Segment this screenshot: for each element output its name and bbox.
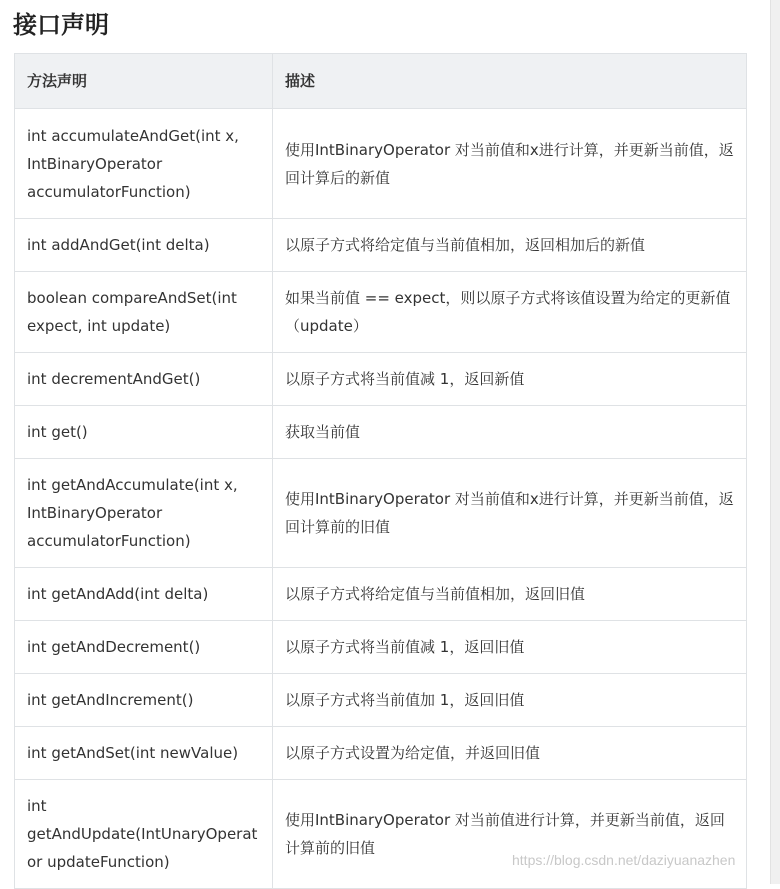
description-cell: 以原子方式将当前值减 1，返回旧值 — [273, 621, 747, 674]
table-row — [15, 459, 747, 568]
table-row — [15, 353, 747, 406]
table-header — [15, 54, 747, 109]
description-cell: 使用IntBinaryOperator 对当前值和x进行计算，并更新当前值，返回计算后的新值 — [273, 109, 747, 219]
method-cell: boolean compareAndSet(int expect, int update) — [15, 272, 273, 353]
table-row — [15, 674, 747, 727]
method-cell: int getAndDecrement() — [15, 621, 273, 674]
interface-table — [14, 53, 747, 889]
table-row — [15, 109, 747, 219]
description-cell: 以原子方式将给定值与当前值相加，返回旧值 — [273, 568, 747, 621]
description-cell: 获取当前值 — [273, 406, 747, 459]
table-row — [15, 568, 747, 621]
description-cell: 以原子方式将当前值减 1，返回新值 — [273, 353, 747, 406]
method-cell: int getAndAdd(int delta) — [15, 568, 273, 621]
description-cell: 以原子方式设置为给定值，并返回旧值 — [273, 727, 747, 780]
method-cell: int getAndSet(int newValue) — [15, 727, 273, 780]
method-cell: int getAndUpdate(IntUnaryOperator updateFunction) — [15, 780, 273, 889]
method-cell: int accumulateAndGet(int x, IntBinaryOperator accumulatorFunction) — [15, 109, 273, 219]
table-row — [15, 621, 747, 674]
method-cell: int getAndIncrement() — [15, 674, 273, 727]
description-cell: 使用IntBinaryOperator 对当前值进行计算，并更新当前值，返回计算前的旧值 — [273, 780, 747, 889]
method-cell: int getAndAccumulate(int x, IntBinaryOperator accumulatorFunction) — [15, 459, 273, 568]
description-cell: 以原子方式将当前值加 1，返回旧值 — [273, 674, 747, 727]
table-row — [15, 780, 747, 889]
header-method: 方法声明 — [15, 54, 273, 109]
table-row — [15, 219, 747, 272]
description-cell: 如果当前值 == expect，则以原子方式将该值设置为给定的更新值（update） — [273, 272, 747, 353]
table-row — [15, 727, 747, 780]
table-row — [15, 272, 747, 353]
header-description: 描述 — [273, 54, 747, 109]
scrollbar[interactable] — [770, 0, 780, 884]
table-row — [15, 406, 747, 459]
method-cell: int decrementAndGet() — [15, 353, 273, 406]
description-cell: 使用IntBinaryOperator 对当前值和x进行计算，并更新当前值，返回计算前的旧值 — [273, 459, 747, 568]
section-title: 接口声明 — [13, 11, 109, 39]
method-cell: int get() — [15, 406, 273, 459]
method-cell: int addAndGet(int delta) — [15, 219, 273, 272]
watermark-text: https://blog.csdn.net/daziyuanazhen — [512, 852, 736, 868]
description-cell: 以原子方式将给定值与当前值相加，返回相加后的新值 — [273, 219, 747, 272]
header-row — [15, 54, 747, 109]
